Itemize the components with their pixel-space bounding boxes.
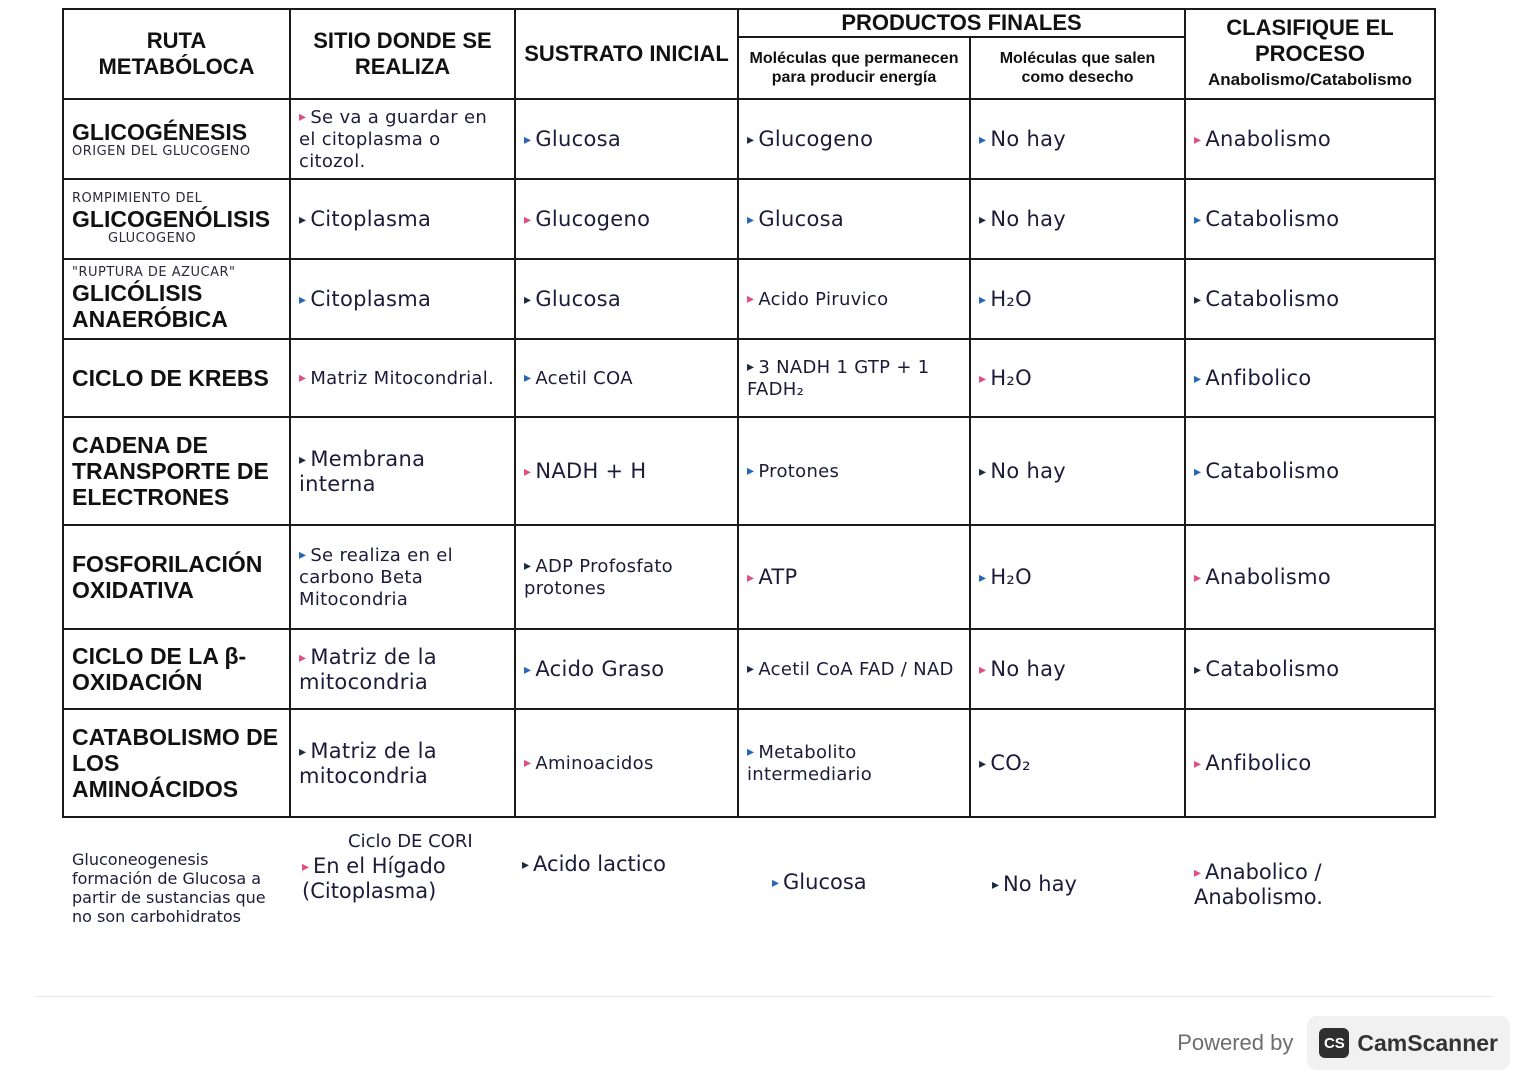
header-desecho: Moléculas que salen como desecho: [970, 37, 1185, 99]
camscanner-badge: [1307, 1016, 1510, 1070]
sustrato-text: Acetil COA: [535, 367, 633, 389]
route-note: GLUCOGENO: [108, 231, 197, 246]
bullet-icon: ▸: [1194, 569, 1202, 586]
sitio-text: Membrana interna: [299, 446, 426, 496]
extra-sitio: [302, 830, 512, 903]
route-cell: [63, 339, 290, 417]
bullet-icon: ▸: [524, 754, 532, 771]
bullet-icon: ▸: [1194, 661, 1202, 678]
extra-sitio-note: Ciclo DE CORI: [348, 831, 473, 852]
clasif-cell: [1185, 99, 1435, 179]
sustrato-cell: [515, 259, 738, 339]
bullet-icon: ▸: [1194, 211, 1202, 228]
bullet-icon: ▸: [747, 743, 755, 760]
bullet-icon: ▸: [1194, 370, 1202, 387]
header-clasifique: [1185, 9, 1435, 99]
sustrato-cell: [515, 629, 738, 709]
route-name: GLICOGÉNESIS: [72, 119, 248, 145]
desecho-cell: [970, 259, 1185, 339]
desecho-cell: [970, 525, 1185, 629]
sustrato-text: NADH + H: [535, 458, 647, 483]
extra-sustrato: [522, 852, 732, 877]
clasif-text: Catabolismo: [1205, 286, 1340, 311]
desecho-cell: [970, 709, 1185, 817]
bullet-icon: ▸: [979, 755, 987, 772]
bullet-icon: ▸: [524, 557, 532, 574]
bullet-icon: ▸: [522, 857, 530, 873]
watermark-footer: [1177, 1016, 1510, 1070]
route-name: FOSFORILACIÓN OXIDATIVA: [72, 551, 263, 603]
table-row: [63, 99, 1435, 179]
sustrato-cell: [515, 179, 738, 259]
table-row: [63, 179, 1435, 259]
bullet-icon: ▸: [299, 451, 307, 468]
clasif-text: Anfibolico: [1205, 750, 1312, 775]
desecho-cell: [970, 629, 1185, 709]
bullet-icon: ▸: [979, 463, 987, 480]
bullet-icon: ▸: [302, 859, 310, 875]
header-clasifique-sub: Anabolismo/Catabolismo: [1208, 70, 1413, 89]
bullet-icon: ▸: [979, 291, 987, 308]
table-row: [63, 629, 1435, 709]
desecho-cell: [970, 339, 1185, 417]
bullet-icon: ▸: [1194, 131, 1202, 148]
desecho-cell: [970, 99, 1185, 179]
desecho-text: No hay: [990, 126, 1066, 151]
permanecen-text: Acetil CoA FAD / NAD: [758, 658, 954, 680]
route-note: ROMPIMIENTO DEL: [72, 191, 203, 206]
header-productos-finales: PRODUCTOS FINALES: [738, 9, 1185, 37]
desecho-text: H₂O: [990, 365, 1032, 390]
clasif-cell: [1185, 259, 1435, 339]
sitio-cell: [290, 525, 515, 629]
permanecen-text: Protones: [758, 460, 840, 482]
sitio-cell: [290, 629, 515, 709]
route-cell: [63, 99, 290, 179]
bullet-icon: ▸: [979, 661, 987, 678]
header-permanecen: Moléculas que permanecen para producir energía: [738, 37, 970, 99]
extra-sitio-text: En el Hígado (Citoplasma): [302, 854, 446, 903]
bullet-icon: ▸: [747, 358, 755, 375]
desecho-text: No hay: [990, 458, 1066, 483]
extra-desecho: [992, 872, 1202, 897]
bullet-icon: ▸: [1194, 865, 1202, 881]
route-name: CATABOLISMO DE LOS AMINOÁCIDOS: [72, 724, 279, 802]
route-name: CICLO DE KREBS: [72, 365, 269, 391]
clasif-text: Catabolismo: [1205, 656, 1340, 681]
sustrato-cell: [515, 339, 738, 417]
route-cell: [63, 525, 290, 629]
bullet-icon: ▸: [299, 649, 307, 666]
route-name: GLICÓLISIS ANAERÓBICA: [72, 280, 228, 332]
permanecen-cell: [738, 629, 970, 709]
permanecen-cell: [738, 179, 970, 259]
desecho-text: No hay: [990, 206, 1066, 231]
sustrato-text: Glucogeno: [535, 206, 651, 231]
bullet-icon: ▸: [524, 211, 532, 228]
sustrato-cell: [515, 525, 738, 629]
extra-ruta: Gluconeogenesis formación de Glucosa a partir de sustancias que no son carbohidratos: [72, 850, 266, 926]
clasif-text: Catabolismo: [1205, 458, 1340, 483]
extra-clasif-text: Anabolico / Anabolismo.: [1194, 860, 1323, 909]
route-name: CADENA DE TRANSPORTE DE ELECTRONES: [72, 432, 269, 510]
bullet-icon: ▸: [979, 211, 987, 228]
permanecen-cell: [738, 99, 970, 179]
bullet-icon: ▸: [979, 569, 987, 586]
sitio-cell: [290, 259, 515, 339]
bullet-icon: ▸: [747, 131, 755, 148]
permanecen-cell: [738, 417, 970, 525]
bullet-icon: ▸: [992, 877, 1000, 893]
bullet-icon: ▸: [979, 131, 987, 148]
clasif-cell: [1185, 179, 1435, 259]
table-row: [63, 417, 1435, 525]
permanecen-text: ATP: [758, 564, 798, 589]
bullet-icon: ▸: [747, 660, 755, 677]
sitio-text: Matriz de la mitocondria: [299, 644, 437, 694]
extra-desecho-text: No hay: [1003, 872, 1077, 896]
clasif-text: Catabolismo: [1205, 206, 1340, 231]
bullet-icon: ▸: [299, 369, 307, 386]
bullet-icon: ▸: [1194, 291, 1202, 308]
sitio-text: Citoplasma: [310, 286, 432, 311]
header-clasifique-title: CLASIFIQUE EL PROCESO: [1226, 15, 1394, 66]
route-name: GLICOGENÓLISIS: [72, 206, 271, 232]
handwritten-extra-row: [62, 830, 1434, 960]
sitio-text: Matriz de la mitocondria: [299, 738, 437, 788]
permanecen-text: Acido Piruvico: [758, 288, 889, 310]
sustrato-cell: [515, 417, 738, 525]
bullet-icon: ▸: [747, 462, 755, 479]
camscanner-name: CamScanner: [1357, 1029, 1498, 1056]
route-name: CICLO DE LA β-OXIDACIÓN: [72, 643, 247, 695]
permanecen-text: Glucogeno: [758, 126, 874, 151]
page-divider: [36, 996, 1492, 997]
permanecen-text: Metabolito intermediario: [747, 741, 873, 785]
table-row: [63, 259, 1435, 339]
permanecen-cell: [738, 525, 970, 629]
bullet-icon: ▸: [747, 290, 755, 307]
desecho-text: H₂O: [990, 286, 1032, 311]
sustrato-text: Glucosa: [535, 126, 622, 151]
clasif-cell: [1185, 417, 1435, 525]
sitio-cell: [290, 709, 515, 817]
bullet-icon: ▸: [772, 875, 780, 891]
sitio-cell: [290, 417, 515, 525]
bullet-icon: ▸: [747, 569, 755, 586]
desecho-text: CO₂: [990, 750, 1031, 775]
route-cell: [63, 709, 290, 817]
sustrato-text: ADP Profosfato protones: [524, 555, 673, 599]
desecho-cell: [970, 179, 1185, 259]
bullet-icon: ▸: [299, 108, 307, 125]
sustrato-cell: [515, 709, 738, 817]
sitio-cell: [290, 99, 515, 179]
extra-sustrato-text: Acido lactico: [533, 852, 666, 876]
camscanner-logo-icon: CS: [1319, 1028, 1349, 1058]
permanecen-text: Glucosa: [758, 206, 845, 231]
bullet-icon: ▸: [747, 211, 755, 228]
sitio-text: Se realiza en el carbono Beta Mitocondria: [299, 544, 453, 610]
bullet-icon: ▸: [524, 369, 532, 386]
sitio-cell: [290, 179, 515, 259]
bullet-icon: ▸: [299, 743, 307, 760]
sustrato-text: Acido Graso: [535, 656, 665, 681]
bullet-icon: ▸: [299, 546, 307, 563]
bullet-icon: ▸: [524, 131, 532, 148]
bullet-icon: ▸: [299, 211, 307, 228]
route-cell: [63, 179, 290, 259]
desecho-cell: [970, 417, 1185, 525]
clasif-cell: [1185, 525, 1435, 629]
route-cell: [63, 417, 290, 525]
route-cell: [63, 259, 290, 339]
clasif-text: Anabolismo: [1205, 564, 1331, 589]
permanecen-text: 3 NADH 1 GTP + 1 FADH₂: [747, 356, 930, 400]
bullet-icon: ▸: [1194, 463, 1202, 480]
bullet-icon: ▸: [979, 370, 987, 387]
clasif-text: Anabolismo: [1205, 126, 1331, 151]
table-row: [63, 525, 1435, 629]
extra-permanecen: [772, 870, 982, 895]
route-note: ORIGEN DEL GLUCOGENO: [72, 144, 251, 159]
permanecen-cell: [738, 709, 970, 817]
header-sitio: SITIO DONDE SE REALIZA: [290, 9, 515, 99]
extra-clasif: [1194, 860, 1414, 909]
extra-permanecen-text: Glucosa: [783, 870, 867, 894]
bullet-icon: ▸: [299, 291, 307, 308]
sustrato-cell: [515, 99, 738, 179]
desecho-text: H₂O: [990, 564, 1032, 589]
sitio-text: Matriz Mitocondrial.: [310, 367, 495, 389]
bullet-icon: ▸: [1194, 755, 1202, 772]
header-sustrato: SUSTRATO INICIAL: [515, 9, 738, 99]
sitio-cell: [290, 339, 515, 417]
table-row: [63, 709, 1435, 817]
bullet-icon: ▸: [524, 291, 532, 308]
sitio-text: Citoplasma: [310, 206, 432, 231]
route-note: "RUPTURA DE AZUCAR": [72, 265, 236, 280]
metabolic-routes-table: [62, 8, 1436, 818]
sustrato-text: Aminoacidos: [535, 752, 654, 774]
table-row: [63, 339, 1435, 417]
clasif-cell: [1185, 709, 1435, 817]
desecho-text: No hay: [990, 656, 1066, 681]
bullet-icon: ▸: [524, 463, 532, 480]
clasif-cell: [1185, 629, 1435, 709]
clasif-text: Anfibolico: [1205, 365, 1312, 390]
sitio-text: Se va a guardar en el citoplasma o citozol.: [299, 106, 488, 172]
bullet-icon: ▸: [524, 661, 532, 678]
header-ruta: RUTA METABÓLOCA: [63, 9, 290, 99]
sustrato-text: Glucosa: [535, 286, 622, 311]
powered-by-text: Powered by: [1177, 1030, 1294, 1055]
route-cell: [63, 629, 290, 709]
clasif-cell: [1185, 339, 1435, 417]
permanecen-cell: [738, 339, 970, 417]
permanecen-cell: [738, 259, 970, 339]
